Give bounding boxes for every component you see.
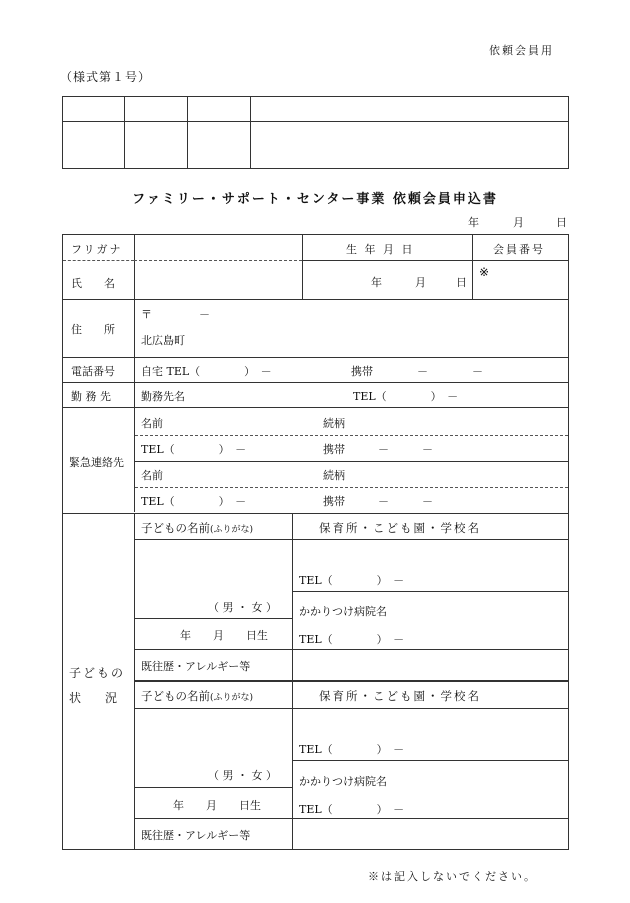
row-divider <box>63 513 568 514</box>
application-form <box>62 234 569 850</box>
phone-label: 電話番号 <box>71 365 115 378</box>
child1-hospital-tel[interactable]: TEL（ ） － <box>299 633 405 646</box>
row-divider <box>293 591 568 592</box>
child1-school-tel[interactable]: TEL（ ） － <box>299 574 405 587</box>
mobile-tel[interactable]: 携帯 － － <box>351 365 483 378</box>
birth-year: 年 <box>371 276 382 289</box>
postal-dash: － <box>199 308 210 321</box>
name-label: 氏 名 <box>71 277 115 290</box>
emergency-relation-2[interactable]: 続柄 <box>323 469 345 482</box>
child1-hospital[interactable]: かかりつけ病院名 <box>299 605 387 618</box>
office-cell <box>188 122 251 169</box>
emergency-name-2[interactable]: 名前 <box>141 469 163 482</box>
page-title: ファミリー・サポート・センター事業 依頼会員申込書 <box>132 192 498 207</box>
emergency-label-cell <box>63 408 135 512</box>
birth-month: 月 <box>415 276 426 289</box>
row-divider <box>135 539 568 540</box>
row-divider <box>135 818 568 819</box>
child1-gender[interactable]: （ 男 ・ 女 ） <box>208 601 277 614</box>
row-divider <box>135 461 568 462</box>
home-tel[interactable]: 自宅 TEL（ ） － <box>141 365 272 378</box>
furigana-divider <box>134 260 302 261</box>
children-label-cell <box>63 514 135 849</box>
emergency-relation-1[interactable]: 続柄 <box>323 417 345 430</box>
child1-name-header: 子どもの名前(ふりがな) <box>141 521 254 535</box>
form-number: （様式第１号） <box>60 70 152 84</box>
row-divider <box>135 787 292 788</box>
child1-history[interactable]: 既往歴・アレルギー等 <box>141 660 251 673</box>
children-label-line2: 状 況 <box>69 691 118 705</box>
child2-school-header: 保育所・こども園・学校名 <box>319 689 481 703</box>
row-divider <box>135 649 568 650</box>
child2-gender[interactable]: （ 男 ・ 女 ） <box>208 769 277 782</box>
birthdate-header-cell <box>302 235 473 261</box>
row-divider <box>135 708 568 709</box>
address-label: 住 所 <box>71 323 115 336</box>
address-town: 北広島町 <box>141 334 185 347</box>
row-divider <box>293 760 568 761</box>
row-divider <box>135 680 568 682</box>
phone-label-cell <box>63 358 135 382</box>
emergency-label: 緊急連絡先 <box>69 456 124 469</box>
office-cell <box>125 97 188 122</box>
children-label-line1: 子どもの <box>69 666 126 680</box>
date-day: 日 <box>556 216 567 229</box>
emergency-tel-2[interactable]: TEL（ ） － <box>141 495 247 508</box>
child2-birthdate[interactable]: 年 月 日生 <box>173 799 261 812</box>
row-divider <box>135 618 292 619</box>
office-cell <box>251 122 569 169</box>
member-no-header-cell <box>473 235 568 261</box>
child2-history[interactable]: 既往歴・アレルギー等 <box>141 829 251 842</box>
address-label-cell <box>63 300 135 357</box>
office-cell <box>63 97 125 122</box>
emergency-tel-1[interactable]: TEL（ ） － <box>141 443 247 456</box>
office-cell <box>251 97 569 122</box>
child1-school-header: 保育所・こども園・学校名 <box>319 521 481 535</box>
member-no-label: 会員番号 <box>493 243 545 256</box>
work-name[interactable]: 勤務先名 <box>141 390 185 403</box>
dashed-divider <box>135 435 568 436</box>
birthdate-input-cell[interactable] <box>302 261 473 299</box>
address-input-cell[interactable] <box>135 300 568 357</box>
office-cell <box>188 97 251 122</box>
office-cell <box>125 122 188 169</box>
row-divider <box>63 357 568 358</box>
office-use-table <box>62 96 569 169</box>
furigana-divider <box>63 260 134 261</box>
child2-hospital[interactable]: かかりつけ病院名 <box>299 775 387 788</box>
child1-birthdate[interactable]: 年 月 日生 <box>180 629 268 642</box>
emergency-mobile-2[interactable]: 携帯 － － <box>323 495 433 508</box>
work-label: 勤 務 先 <box>71 390 111 403</box>
birthdate-label: 生 年 月 日 <box>346 243 415 256</box>
child2-name-header: 子どもの名前(ふりがな) <box>141 689 254 703</box>
row-divider <box>63 407 568 408</box>
dashed-divider <box>135 487 568 488</box>
child2-school-tel[interactable]: TEL（ ） － <box>299 743 405 756</box>
name-input-cell[interactable] <box>134 235 303 299</box>
furigana-label: フリガナ <box>71 243 123 256</box>
child2-hospital-tel[interactable]: TEL（ ） － <box>299 803 405 816</box>
name-label-cell <box>63 235 135 299</box>
birth-day: 日 <box>456 276 467 289</box>
emergency-name-1[interactable]: 名前 <box>141 417 163 430</box>
office-cell <box>63 122 125 169</box>
postal-mark: 〒 <box>141 308 152 321</box>
emergency-mobile-1[interactable]: 携帯 － － <box>323 443 433 456</box>
footer-note: ※は記入しないでください。 <box>368 870 537 883</box>
date-year: 年 <box>468 216 479 229</box>
work-label-cell <box>63 383 135 407</box>
form-user-type-label: 依頼会員用 <box>489 44 554 57</box>
member-no-cell <box>473 261 568 299</box>
work-tel[interactable]: TEL（ ） － <box>353 390 459 403</box>
date-month: 月 <box>513 216 524 229</box>
member-no-mark: ※ <box>479 265 490 279</box>
row-divider <box>63 382 568 383</box>
